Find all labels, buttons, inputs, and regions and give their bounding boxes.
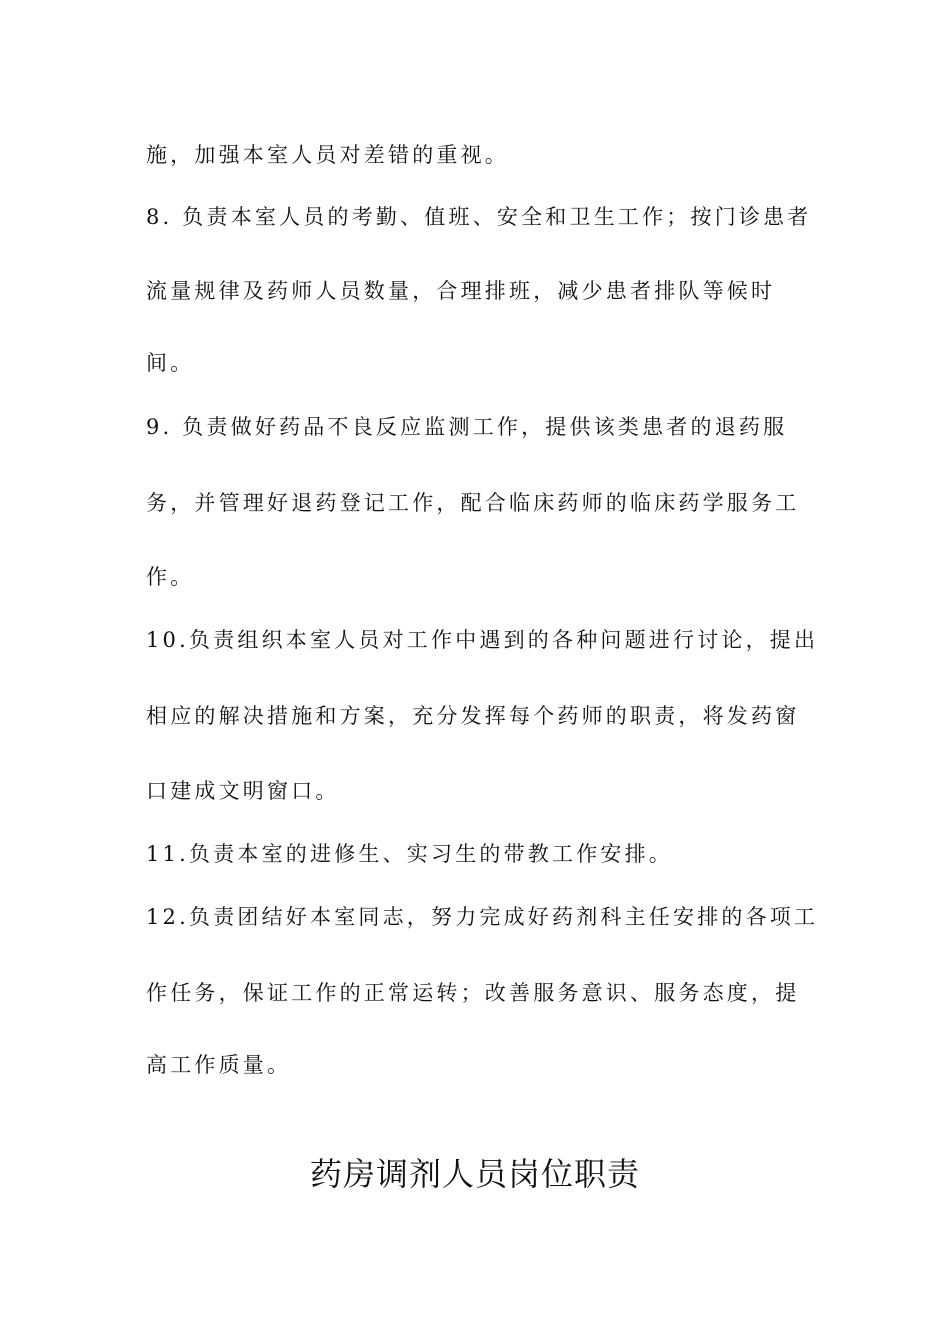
text-line: 间。: [146, 351, 195, 375]
section-title: 药房调剂人员岗位职责: [309, 1155, 640, 1193]
text-line: 施，加强本室人员对差错的重视。: [146, 143, 509, 167]
text-line: 10.负责组织本室人员对工作中遇到的各种问题进行讨论，提出: [146, 628, 819, 652]
text-line: 11.负责本室的进修生、实习生的带教工作安排。: [146, 842, 673, 866]
text-line: 8. 负责本室人员的考勤、值班、安全和卫生工作；按门诊患者: [146, 205, 812, 229]
text-line: 高工作质量。: [146, 1053, 292, 1077]
text-line: 9. 负责做好药品不良反应监测工作，提供该类患者的退药服: [146, 415, 788, 439]
text-line: 相应的解决措施和方案，充分发挥每个药师的职责，将发药窗: [146, 704, 800, 728]
text-line: 务，并管理好退药登记工作，配合临床药师的临床药学服务工: [146, 491, 800, 515]
text-line: 流量规律及药师人员数量，合理排班，减少患者排队等候时: [146, 279, 776, 303]
text-line: 口建成文明窗口。: [146, 779, 340, 803]
text-line: 作任务，保证工作的正常运转；改善服务意识、服务态度，提: [146, 981, 800, 1005]
text-line: 12.负责团结好本室同志，努力完成好药剂科主任安排的各项工: [146, 905, 819, 929]
text-line: 作。: [146, 565, 195, 589]
